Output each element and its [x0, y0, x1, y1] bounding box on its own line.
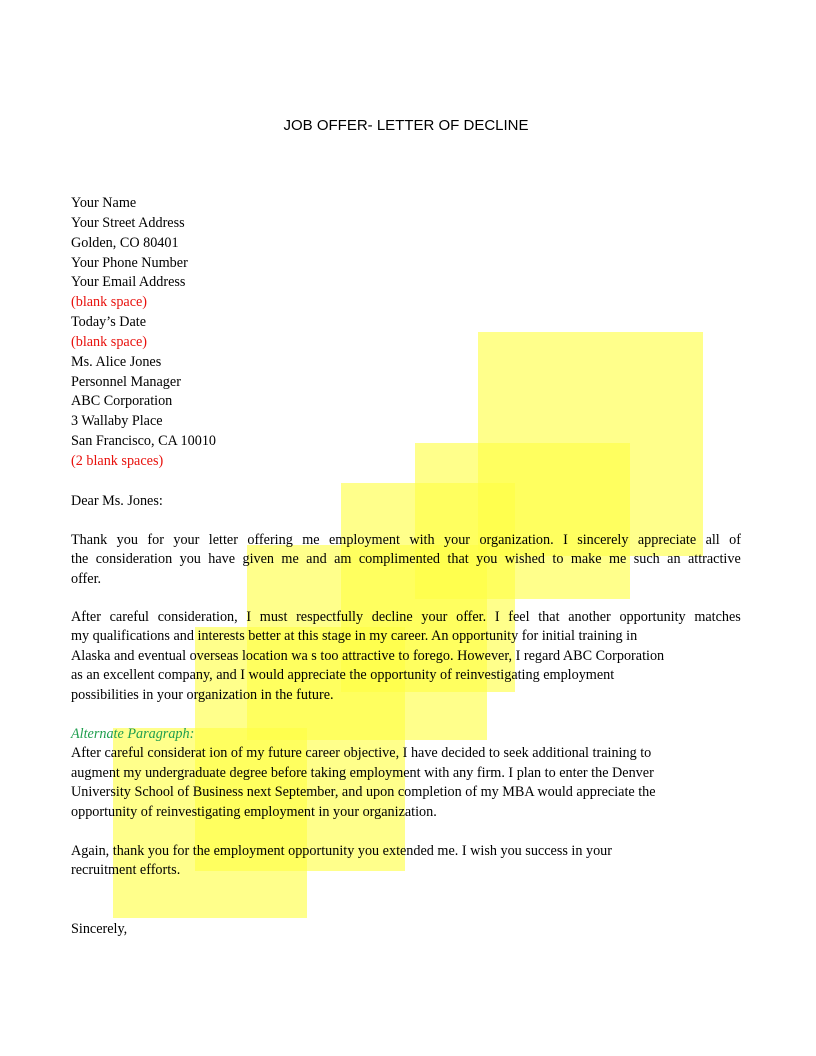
paragraph-line: After careful considerat ion of my future career objective, I have decided to seek additional training to: [71, 745, 652, 762]
paragraph-line: offer.: [71, 570, 102, 587]
blank-space-note: (blank space): [71, 333, 148, 350]
recipient-city: San Francisco, CA 10010: [71, 433, 217, 450]
paragraph-line: University School of Business next September, and upon completion of my MBA would appreciate the: [71, 784, 656, 801]
paragraph-line: possibilities in your organization in the future.: [71, 686, 334, 703]
paragraph-line: Alaska and eventual overseas location wa s too attractive to forego. However, I regard ABC Corporation: [71, 647, 665, 664]
sender-name: Your Name: [71, 195, 137, 211]
letter-date: Today’s Date: [71, 314, 147, 331]
paragraph-line: Again, thank you for the employment opportunity you extended me. I wish you success in your: [71, 843, 612, 859]
recipient-name: Ms. Alice Jones: [71, 353, 162, 370]
sender-phone: Your Phone Number: [71, 254, 188, 271]
paragraph-4: [71, 842, 741, 881]
blank-spaces-note: (2 blank spaces): [71, 452, 164, 469]
page-title: JOB OFFER- LETTER OF DECLINE: [283, 117, 529, 134]
paragraph-line: as an excellent company, and I would appreciate the opportunity of reinvestigating employment: [71, 667, 615, 684]
paragraph-line: After careful consideration, I must respectfully decline your offer. I feel that another opportunity matches: [71, 609, 741, 625]
blank-space-note: (blank space): [71, 294, 148, 311]
paragraph-line: Thank you for your letter offering me employment with your organization. I sincerely appreciate all of: [71, 532, 741, 548]
sender-street: Your Street Address: [71, 214, 185, 231]
closing: [71, 920, 741, 939]
recipient-street: 3 Wallaby Place: [71, 413, 163, 430]
alternate-paragraph: [71, 725, 741, 822]
paragraph-1: [71, 531, 741, 589]
salutation: Dear Ms. Jones:: [71, 492, 163, 509]
address-block: [71, 194, 216, 512]
sender-city: Golden, CO 80401: [71, 234, 179, 251]
closing-text: Sincerely,: [71, 921, 128, 937]
paragraph-line: augment my undergraduate degree before taking employment with any firm. I plan to enter the Denver: [71, 764, 654, 781]
sender-email: Your Email Address: [71, 274, 186, 291]
recipient-company: ABC Corporation: [71, 393, 173, 410]
paragraph-2: [71, 608, 741, 705]
recipient-title: Personnel Manager: [71, 373, 181, 390]
paragraph-line: recruitment efforts.: [71, 862, 181, 879]
paragraph-line: the consideration you have given me and am complimented that you wished to make me such an attractive: [71, 551, 741, 568]
paragraph-line: my qualifications and interests better at this stage in my career. An opportunity for initial training in: [71, 628, 638, 645]
alternate-paragraph-label: Alternate Paragraph:: [71, 726, 195, 742]
paragraph-line: opportunity of reinvestigating employment in your organization.: [71, 803, 437, 820]
